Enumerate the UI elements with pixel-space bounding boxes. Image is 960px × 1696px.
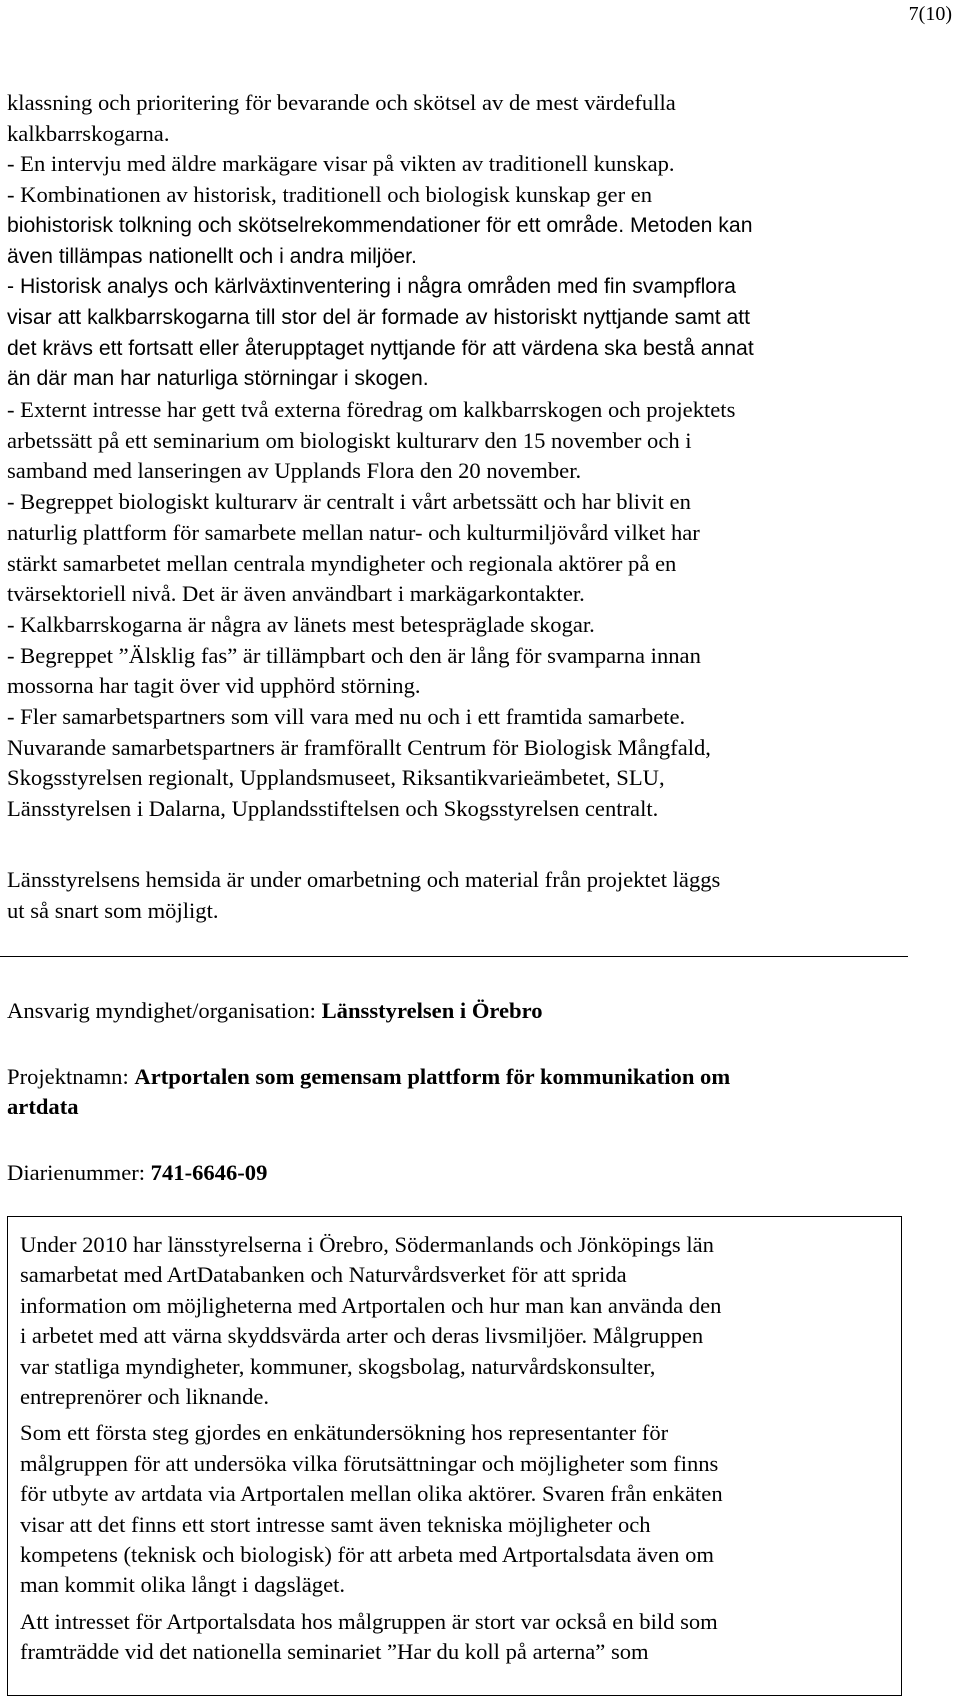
text-line: Länsstyrelsen i Dalarna, Upplandsstiftelsen och Skogsstyrelsen centralt. <box>7 796 659 822</box>
diary-number-label: Diarienummer: <box>7 1160 151 1185</box>
diary-number-field <box>7 1158 267 1188</box>
text-line: mossorna har tagit över vid upphörd störning. <box>7 673 421 699</box>
text-line: - Externt intresse har gett två externa föredrag om kalkbarrskogen och projektets <box>7 397 736 423</box>
project-name-label: Projektnamn: <box>7 1064 135 1089</box>
text-line: Nuvarande samarbetspartners är framförallt Centrum för Biologisk Mångfald, <box>7 734 711 760</box>
project-name-value: Artportalen som gemensam plattform för kommunikation om <box>134 1064 731 1089</box>
project-name-value-cont: artdata <box>7 1094 79 1119</box>
text-line: visar att kalkbarrskogarna till stor del är formade av historiskt nyttjande samt att <box>7 305 751 329</box>
text-line: även tillämpas nationellt och i andra miljöer. <box>7 244 417 268</box>
text-line: Under 2010 har länsstyrelserna i Örebro, Södermanlands och Jönköpings län <box>20 1232 714 1257</box>
diary-number-value: 741-6646-09 <box>150 1160 268 1185</box>
text-line: - En intervju med äldre markägare visar på vikten av traditionell kunskap. <box>7 151 675 177</box>
text-line: var statliga myndigheter, kommuner, skogsbolag, naturvårdskonsulter, <box>20 1353 656 1379</box>
project-summary-text <box>20 1230 895 1668</box>
text-line: framträdde vid det nationella seminariet ”Har du koll på arterna” som <box>20 1639 649 1665</box>
website-paragraph <box>7 865 912 926</box>
text-line: information om möjligheterna med Artportalen och hur man kan använda den <box>20 1292 722 1318</box>
text-line: samband med lanseringen av Upplands Flora den 20 november. <box>7 458 582 484</box>
text-line: arbetssätt på ett seminarium om biologiskt kulturarv den 15 november och i <box>7 427 692 453</box>
text-line: än där man har naturliga störningar i skogen. <box>7 367 429 391</box>
text-line: för utbyte av artdata via Artportalen mellan olika aktörer. Svaren från enkäten <box>20 1481 723 1507</box>
text-line: tvärsektoriell nivå. Det är även användbart i markägarkontakter. <box>7 581 585 607</box>
text-line: i arbetet med att värna skyddsvärda arter och deras livsmiljöer. Målgruppen <box>20 1323 704 1349</box>
text-line: klassning och prioritering för bevarande och skötsel av de mest värdefulla <box>7 90 676 115</box>
section-divider <box>0 956 908 957</box>
findings-paragraph <box>7 88 912 825</box>
text-line: - Begreppet biologiskt kulturarv är centralt i vårt arbetssätt och har blivit en <box>7 489 691 515</box>
text-line: ut så snart som möjligt. <box>7 897 219 923</box>
authority-field <box>7 996 543 1026</box>
text-line: - Kombinationen av historisk, traditionell och biologisk kunskap ger en <box>7 182 653 208</box>
text-line: Länsstyrelsens hemsida är under omarbetning och material från projektet läggs <box>7 867 721 892</box>
text-line: Att intresset för Artportalsdata hos målgruppen är stort var också en bild som <box>20 1608 718 1634</box>
text-line: visar att det finns ett stort intresse samt även tekniska möjligheter och <box>20 1511 651 1537</box>
text-line: samarbetat med ArtDatabanken och Naturvårdsverket för att sprida <box>20 1262 627 1288</box>
text-line: - Begreppet ”Älsklig fas” är tillämpbart och den är lång för svamparna innan <box>7 642 701 668</box>
text-line: stärkt samarbetet mellan centrala myndigheter och regionala aktörer på en <box>7 550 677 576</box>
project-summary-box <box>7 1216 902 1696</box>
text-line: kalkbarrskogarna. <box>7 120 170 146</box>
project-name-field <box>7 1062 730 1122</box>
text-line: Skogsstyrelsen regionalt, Upplandsmuseet, Riksantikvarieämbetet, SLU, <box>7 765 665 791</box>
text-line: entreprenörer och liknande. <box>20 1384 270 1410</box>
authority-value: Länsstyrelsen i Örebro <box>321 998 543 1023</box>
text-line: det krävs ett fortsatt eller återupptaget nyttjande för att värdena ska bestå annat <box>7 336 754 360</box>
text-line: Som ett första steg gjordes en enkätundersökning hos representanter för <box>20 1420 669 1446</box>
text-line: - Fler samarbetspartners som vill vara med nu och i ett framtida samarbete. <box>7 704 686 730</box>
page-number: 7(10) <box>908 3 952 25</box>
text-line: man kommit olika långt i dagsläget. <box>20 1572 346 1598</box>
text-line: biohistorisk tolkning och skötselrekommendationer för ett område. Metoden kan <box>7 213 753 237</box>
text-line: - Kalkbarrskogarna är några av länets mest betespräglade skogar. <box>7 611 595 637</box>
authority-label: Ansvarig myndighet/organisation: <box>7 998 322 1023</box>
text-line: naturlig plattform för samarbete mellan natur- och kulturmiljövård vilket har <box>7 519 700 545</box>
text-line: - Historisk analys och kärlväxtinventering i några områden med fin svampflora <box>7 275 736 299</box>
text-line: målgruppen för att undersöka vilka förutsättningar och möjligheter som finns <box>20 1450 719 1476</box>
text-line: kompetens (teknisk och biologisk) för att arbeta med Artportalsdata även om <box>20 1542 714 1568</box>
